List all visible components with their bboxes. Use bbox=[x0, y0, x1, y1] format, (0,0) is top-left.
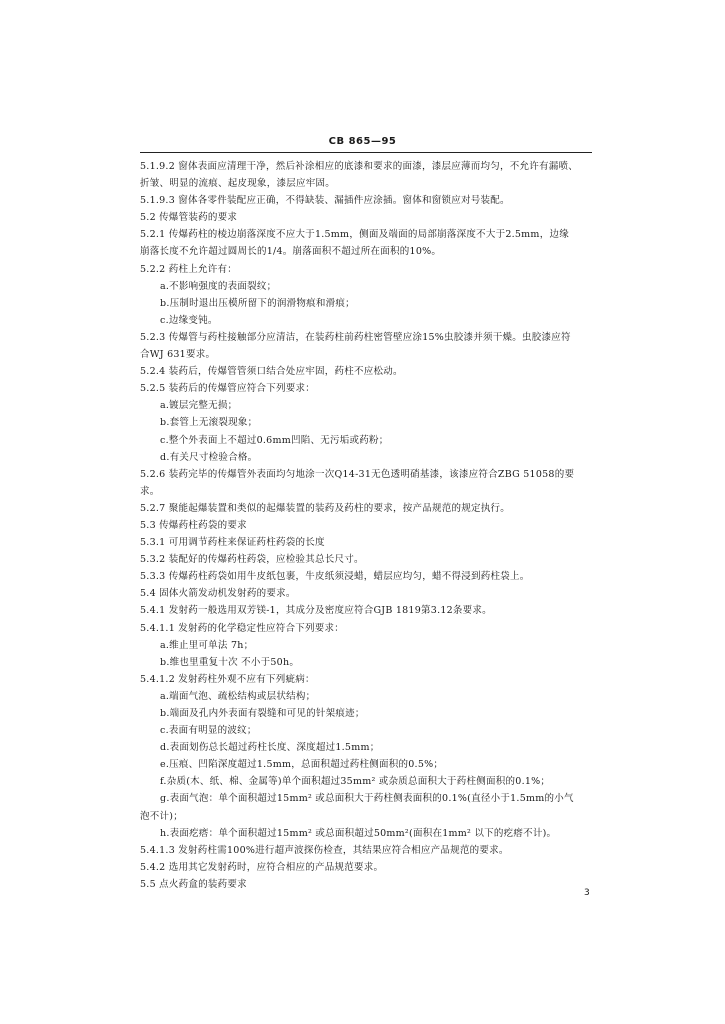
text-line: h.表面疙瘩：单个面积超过15mm² 或总面积超过50mm²(面积在1mm² 以下的疙瘩不计)。 bbox=[160, 827, 557, 839]
body-text bbox=[140, 158, 592, 893]
text-line: c.边缘变钝。 bbox=[160, 314, 218, 326]
text-line: 5.5 点火药盒的装药要求 bbox=[140, 878, 247, 890]
text-line: 5.4.1 发射药一般选用双芳镁-1，其成分及密度应符合GJB 1819第3.12条要求。 bbox=[140, 605, 492, 617]
text-line: 5.2.1 传爆药柱的棱边崩落深度不应大于1.5mm，侧面及端面的局部崩落深度不大于2.5mm，边缘 bbox=[140, 229, 569, 241]
text-line: 5.2.3 传爆管与药柱接触部分应清洁，在装药柱前药柱密管壁应涂15%虫胶漆并须干燥。虫胶漆应符 bbox=[140, 331, 571, 343]
text-line: 5.2.4 装药后，传爆管管须口结合处应牢固，药柱不应松动。 bbox=[140, 366, 403, 378]
text-line: c.表面有明显的波纹； bbox=[160, 725, 257, 737]
text-line: 5.1.9.2 窗体表面应清理干净，然后补涂相应的底漆和要求的面漆，漆层应薄而均匀，不允许有漏喷、 bbox=[140, 161, 579, 172]
text-line: 5.3.2 装配好的传爆药柱药袋，应检验其总长尺寸。 bbox=[140, 554, 364, 566]
text-line: 5.4 固体火箭发动机发射药的要求。 bbox=[140, 588, 296, 600]
text-line: 5.2.7 聚能起爆装置和类似的起爆装置的装药及药柱的要求，按产品规范的规定执行。 bbox=[140, 502, 510, 514]
text-line: 5.3.3 传爆药柱药袋如用牛皮纸包裹，牛皮纸须浸蜡，蜡层应均匀，蜡不得浸到药柱袋上。 bbox=[140, 571, 530, 583]
text-line: 泡不计)； bbox=[140, 810, 183, 822]
standard-code: CB 865—95 bbox=[328, 136, 397, 147]
page-number: 3 bbox=[584, 888, 590, 898]
text-line: a.端面气泡、疏松结构或层状结构； bbox=[160, 690, 316, 702]
text-line: 5.4.2 选用其它发射药时，应符合相应的产品规范要求。 bbox=[140, 861, 384, 873]
text-line: f.杂质(木、纸、棉、金属等)单个面积超过35mm² 或杂质总面积大于药柱侧面积的0.1%； bbox=[160, 776, 551, 788]
text-line: b.压制时退出压模所留下的润滑物痕和滑痕； bbox=[160, 297, 355, 309]
text-line: e.压痕、凹陷深度超过1.5mm，总面积超过药柱侧面积的0.5%； bbox=[160, 759, 444, 771]
text-line: a.镀层完整无损； bbox=[160, 400, 238, 412]
header-rule bbox=[140, 152, 592, 153]
text-line: 5.2.5 装药后的传爆管应符合下列要求： bbox=[140, 383, 315, 395]
text-line: 5.2 传爆管装药的要求 bbox=[140, 212, 238, 224]
text-line: b.套管上无滚裂现象； bbox=[160, 417, 258, 429]
text-line: c.整个外表面上不超过0.6mm凹陷、无污垢或药粉； bbox=[160, 434, 389, 446]
text-line: a.不影响强度的表面裂纹； bbox=[160, 280, 277, 292]
text-line: b.维也里重复十次 不小于50h。 bbox=[160, 656, 300, 668]
text-line: 5.4.1.3 发射药柱需100%进行超声波探伤检查，其结果应符合相应产品规范的要求。 bbox=[140, 844, 509, 856]
text-line: 5.3.1 可用调节药柱来保证药柱药袋的长度 bbox=[140, 537, 325, 549]
text-line: 折皱、明显的流痕、起皮现象，漆层应牢固。 bbox=[140, 178, 336, 190]
text-line: 合WJ 631要求。 bbox=[140, 349, 216, 361]
text-line: d.表面划伤总长超过药柱长度、深度超过1.5mm； bbox=[160, 742, 380, 754]
text-line: 5.3 传爆药柱药袋的要求 bbox=[140, 519, 247, 531]
text-line: a.维止里可单法 7h； bbox=[160, 639, 254, 651]
text-line: 崩落长度不允许超过圆周长的1/4。崩落面积不超过所在面积的10%。 bbox=[140, 246, 442, 258]
text-line: g.表面气泡：单个面积超过15mm² 或总面积大于药柱侧表面积的0.1%(直径小于1.5mm的小气 bbox=[160, 793, 574, 805]
text-line: 5.2.6 装药完毕的传爆管外表面均匀地涂一次Q14-31无色透明硝基漆，该漆应符合ZBG 51058的要 bbox=[140, 468, 575, 480]
text-line: 5.4.1.2 发射药柱外观不应有下列疵病： bbox=[140, 673, 315, 685]
text-line: 5.4.1.1 发射药的化学稳定性应符合下列要求： bbox=[140, 622, 345, 634]
text-line: 求。 bbox=[140, 485, 160, 497]
text-line: 5.1.9.3 窗体各零件装配应正确，不得缺装、漏插件应涂插。窗体和窗锁应对号装配。 bbox=[140, 195, 510, 207]
text-line: d.有关尺寸检验合格。 bbox=[160, 451, 258, 463]
text-line: 5.2.2 药柱上允许有： bbox=[140, 263, 237, 275]
text-line: b.端面及孔内外表面有裂缝和可见的针架痕迹； bbox=[160, 708, 365, 719]
